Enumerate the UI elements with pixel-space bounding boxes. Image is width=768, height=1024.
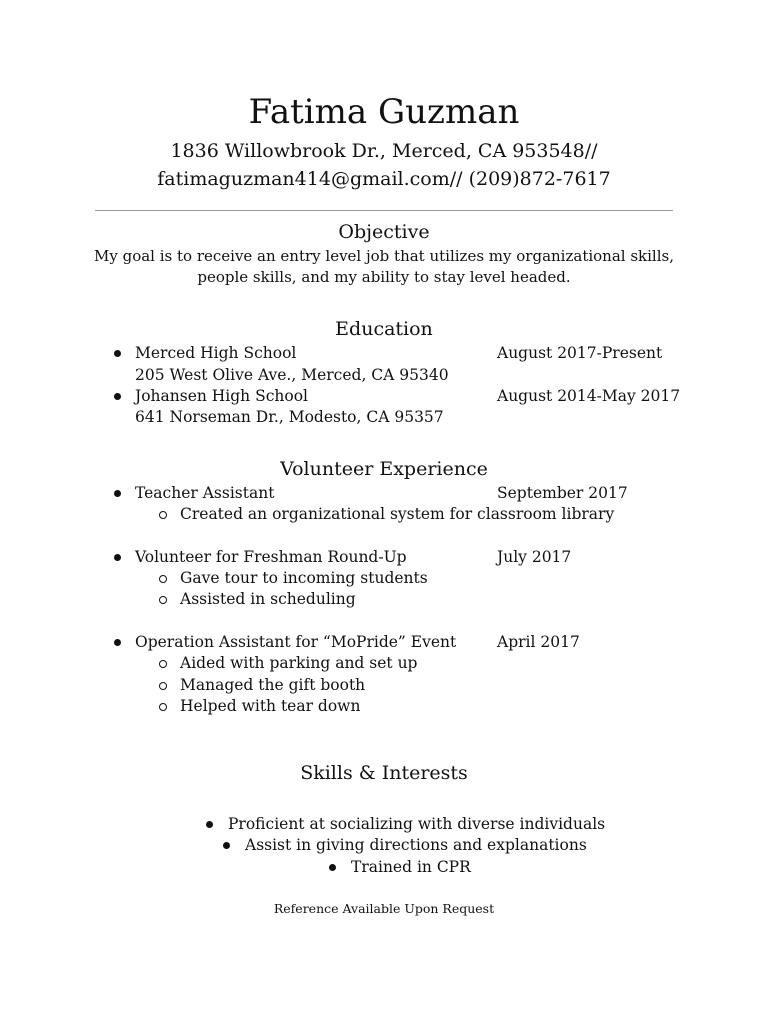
bullet-icon — [329, 864, 336, 871]
objective-text: My goal is to receive an entry level job that utilizes my organizational skills, people skills, and my ability to stay level headed. — [93, 247, 674, 286]
education-school: Johansen High School — [135, 387, 308, 405]
volunteer-dates: July 2017 — [497, 548, 572, 566]
volunteer-detail: Helped with tear down — [180, 697, 361, 715]
header-divider — [95, 210, 673, 211]
volunteer-detail: Created an organizational system for classroom library — [180, 505, 615, 523]
sub-bullet-icon — [159, 511, 167, 519]
bullet-icon — [206, 821, 213, 828]
volunteer-title: Volunteer Experience — [280, 458, 488, 480]
bullet-icon — [114, 393, 121, 400]
skill-item: Proficient at socializing with diverse individuals — [228, 815, 606, 833]
contact-email-phone: fatimaguzman414@gmail.com// (209)872-7617 — [157, 168, 611, 190]
bullet-icon — [114, 639, 121, 646]
sub-bullet-icon — [159, 660, 167, 668]
bullet-icon — [114, 350, 121, 357]
objective-title: Objective — [338, 221, 430, 243]
volunteer-detail: Assisted in scheduling — [180, 590, 356, 608]
volunteer-role: Volunteer for Freshman Round-Up — [135, 548, 407, 566]
education-address: 205 West Olive Ave., Merced, CA 95340 — [135, 366, 449, 384]
education-title: Education — [335, 318, 433, 340]
volunteer-role: Teacher Assistant — [135, 484, 275, 502]
volunteer-detail: Managed the gift booth — [180, 676, 366, 694]
skill-item: Trained in CPR — [351, 858, 471, 876]
skill-item: Assist in giving directions and explanations — [245, 836, 587, 854]
contact-address: 1836 Willowbrook Dr., Merced, CA 953548// — [170, 140, 598, 162]
volunteer-role: Operation Assistant for “MoPride” Event — [135, 633, 457, 651]
contact-block — [0, 137, 768, 193]
sub-bullet-icon — [159, 596, 167, 604]
reference-note: Reference Available Upon Request — [273, 901, 495, 916]
volunteer-dates: September 2017 — [497, 484, 628, 502]
sub-bullet-icon — [159, 575, 167, 583]
bullet-icon — [114, 490, 121, 497]
education-address: 641 Norseman Dr., Modesto, CA 95357 — [135, 408, 444, 426]
volunteer-detail: Aided with parking and set up — [180, 654, 418, 672]
bullet-icon — [223, 842, 230, 849]
volunteer-dates: April 2017 — [497, 633, 580, 651]
education-dates: August 2017-Present — [497, 344, 663, 362]
skills-title: Skills & Interests — [300, 762, 468, 784]
volunteer-detail: Gave tour to incoming students — [180, 569, 428, 587]
education-school: Merced High School — [135, 344, 297, 362]
sub-bullet-icon — [159, 703, 167, 711]
resume-name: Fatima Guzman — [248, 92, 520, 132]
education-dates: August 2014-May 2017 — [497, 387, 681, 405]
sub-bullet-icon — [159, 682, 167, 690]
bullet-icon — [114, 554, 121, 561]
